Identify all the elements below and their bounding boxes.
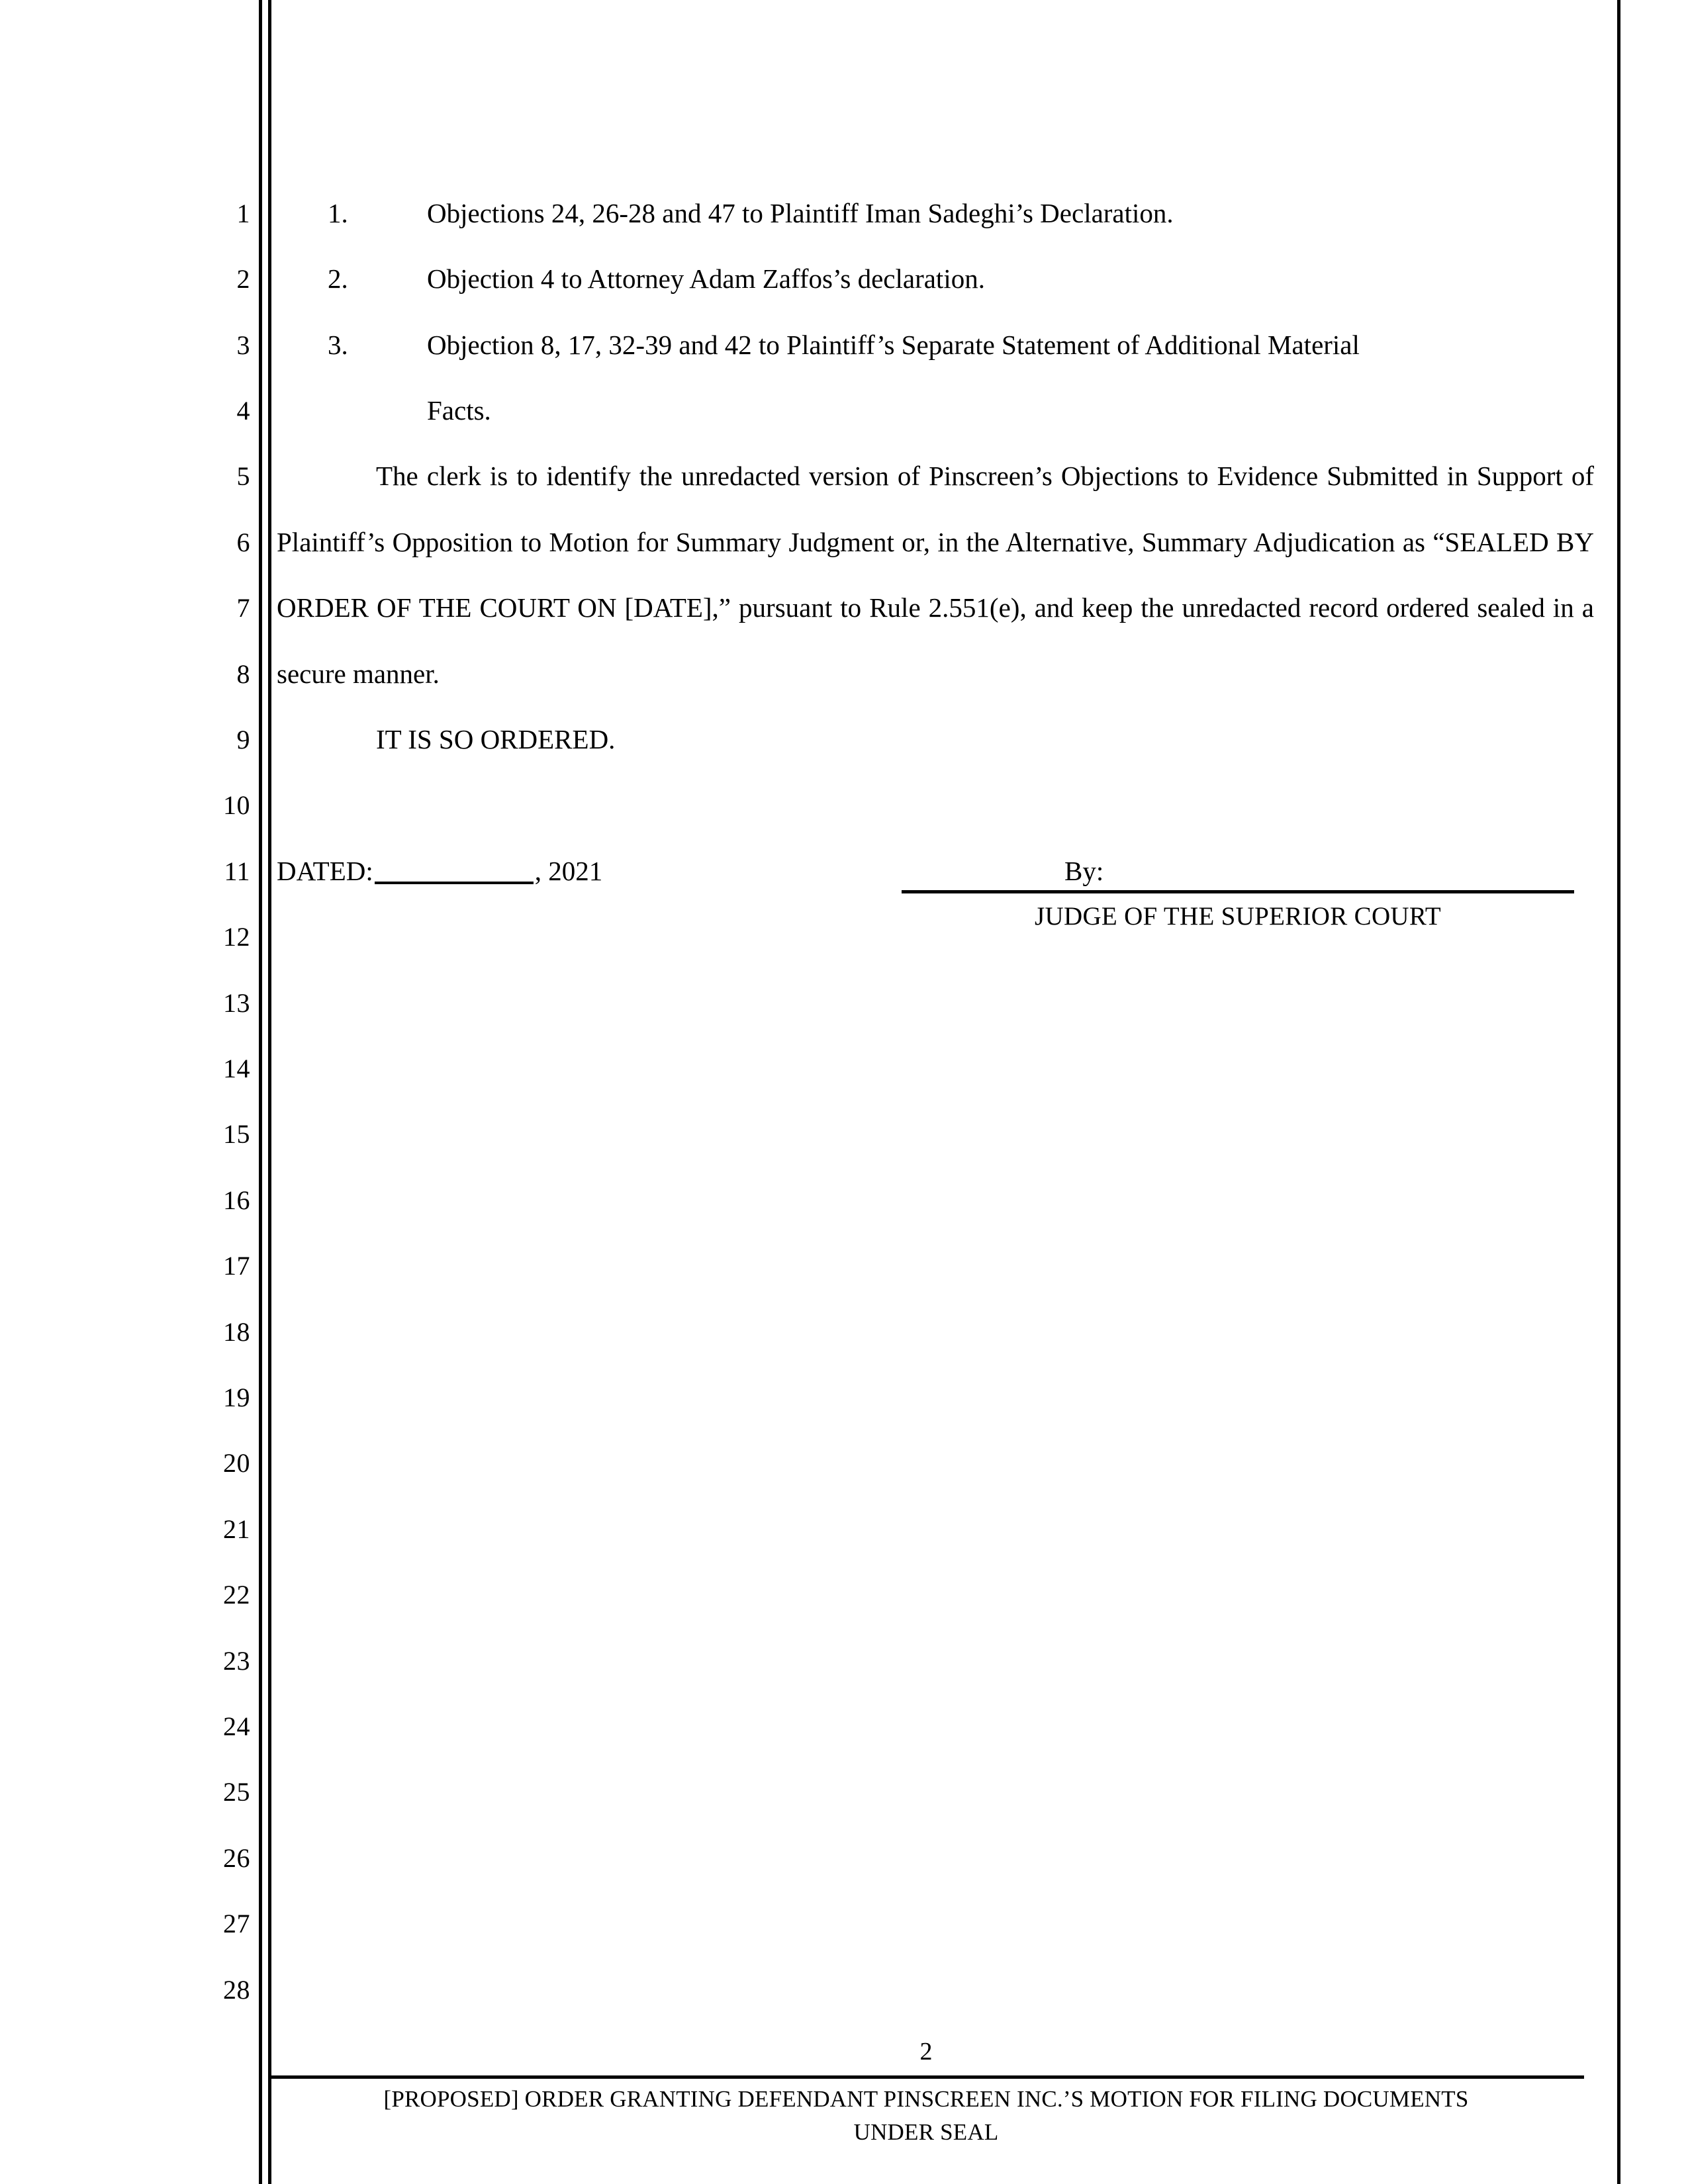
line-number: 6 bbox=[236, 527, 250, 557]
list-item-text: Objections 24, 26-28 and 47 to Plaintiff Iman Sadeghi’s Declaration. bbox=[427, 198, 1174, 228]
dated-line bbox=[277, 839, 602, 905]
line-number: 13 bbox=[223, 988, 250, 1018]
footer-divider bbox=[268, 2075, 1584, 2079]
footer-title-line-1: [PROPOSED] ORDER GRANTING DEFENDANT PINSCREEN INC.’S MOTION FOR FILING DOCUMENTS bbox=[383, 2086, 1469, 2112]
page-footer bbox=[268, 2037, 1584, 2149]
right-margin-rule bbox=[1617, 0, 1620, 2184]
list-item-text: Objection 8, 17, 32-39 and 42 to Plaintiff’s Separate Statement of Additional Material bbox=[427, 330, 1360, 360]
line-number: 20 bbox=[223, 1448, 250, 1478]
list-marker: 2. bbox=[328, 263, 348, 294]
line-number: 19 bbox=[223, 1383, 250, 1412]
line-number: 18 bbox=[223, 1317, 250, 1347]
footer-title-line-2: UNDER SEAL bbox=[853, 2119, 999, 2145]
line-number-column bbox=[0, 0, 250, 2184]
list-marker: 1. bbox=[328, 198, 348, 228]
line-number: 27 bbox=[223, 1909, 250, 1938]
dated-label: DATED: bbox=[277, 856, 373, 886]
line-number: 26 bbox=[223, 1843, 250, 1873]
list-marker: 3. bbox=[328, 330, 348, 360]
line-number: 9 bbox=[236, 725, 250, 754]
line-number: 7 bbox=[236, 593, 250, 623]
line-number: 14 bbox=[223, 1054, 250, 1083]
line-number: 1 bbox=[236, 199, 250, 228]
line-number: 22 bbox=[223, 1580, 250, 1610]
signature-block bbox=[277, 839, 1594, 931]
list-item bbox=[277, 246, 1594, 312]
date-blank-field[interactable] bbox=[375, 882, 534, 884]
dated-year: , 2021 bbox=[534, 856, 603, 886]
list-item-continuation: Facts. bbox=[427, 395, 491, 426]
order-paragraph: The clerk is to identify the unredacted version of Pinscreen’s Objections to Evidence Submitted in Support of Plaintiff’s Opposition to Motion for Summary Judgment or, in the Alternative, Summary Adjudication as “SEALED BY ORDER OF THE COURT ON [DATE],” pursuant to Rule 2.551(e), and keep the unredacted record ordered sealed in a secure manner. bbox=[277, 461, 1594, 689]
document-body bbox=[277, 0, 1594, 2184]
footer-page-number: 2 bbox=[919, 2038, 933, 2066]
line-number: 3 bbox=[236, 330, 250, 360]
line-number: 8 bbox=[236, 659, 250, 689]
line-number: 24 bbox=[223, 1711, 250, 1741]
signature-line[interactable] bbox=[902, 890, 1574, 893]
left-margin-rule-inner bbox=[268, 0, 271, 2184]
line-number: 23 bbox=[223, 1646, 250, 1676]
list-item bbox=[277, 312, 1594, 379]
it-is-so-ordered-line: IT IS SO ORDERED. bbox=[376, 724, 616, 754]
line-number: 4 bbox=[236, 396, 250, 426]
list-item-text: Objection 4 to Attorney Adam Zaffos’s declaration. bbox=[427, 263, 985, 294]
line-number: 16 bbox=[223, 1185, 250, 1215]
line-number: 5 bbox=[236, 461, 250, 491]
left-margin-rule-outer bbox=[259, 0, 262, 2184]
by-label: By: bbox=[1064, 856, 1104, 886]
line-number: 17 bbox=[223, 1251, 250, 1281]
line-number: 10 bbox=[223, 790, 250, 820]
line-number: 15 bbox=[223, 1119, 250, 1149]
line-number: 28 bbox=[223, 1975, 250, 2005]
line-number: 11 bbox=[224, 856, 250, 886]
list-item bbox=[277, 181, 1594, 247]
line-number: 12 bbox=[223, 922, 250, 952]
line-number: 25 bbox=[223, 1777, 250, 1807]
judge-caption: JUDGE OF THE SUPERIOR COURT bbox=[1035, 902, 1441, 931]
line-number: 2 bbox=[236, 264, 250, 294]
line-number: 21 bbox=[223, 1514, 250, 1544]
